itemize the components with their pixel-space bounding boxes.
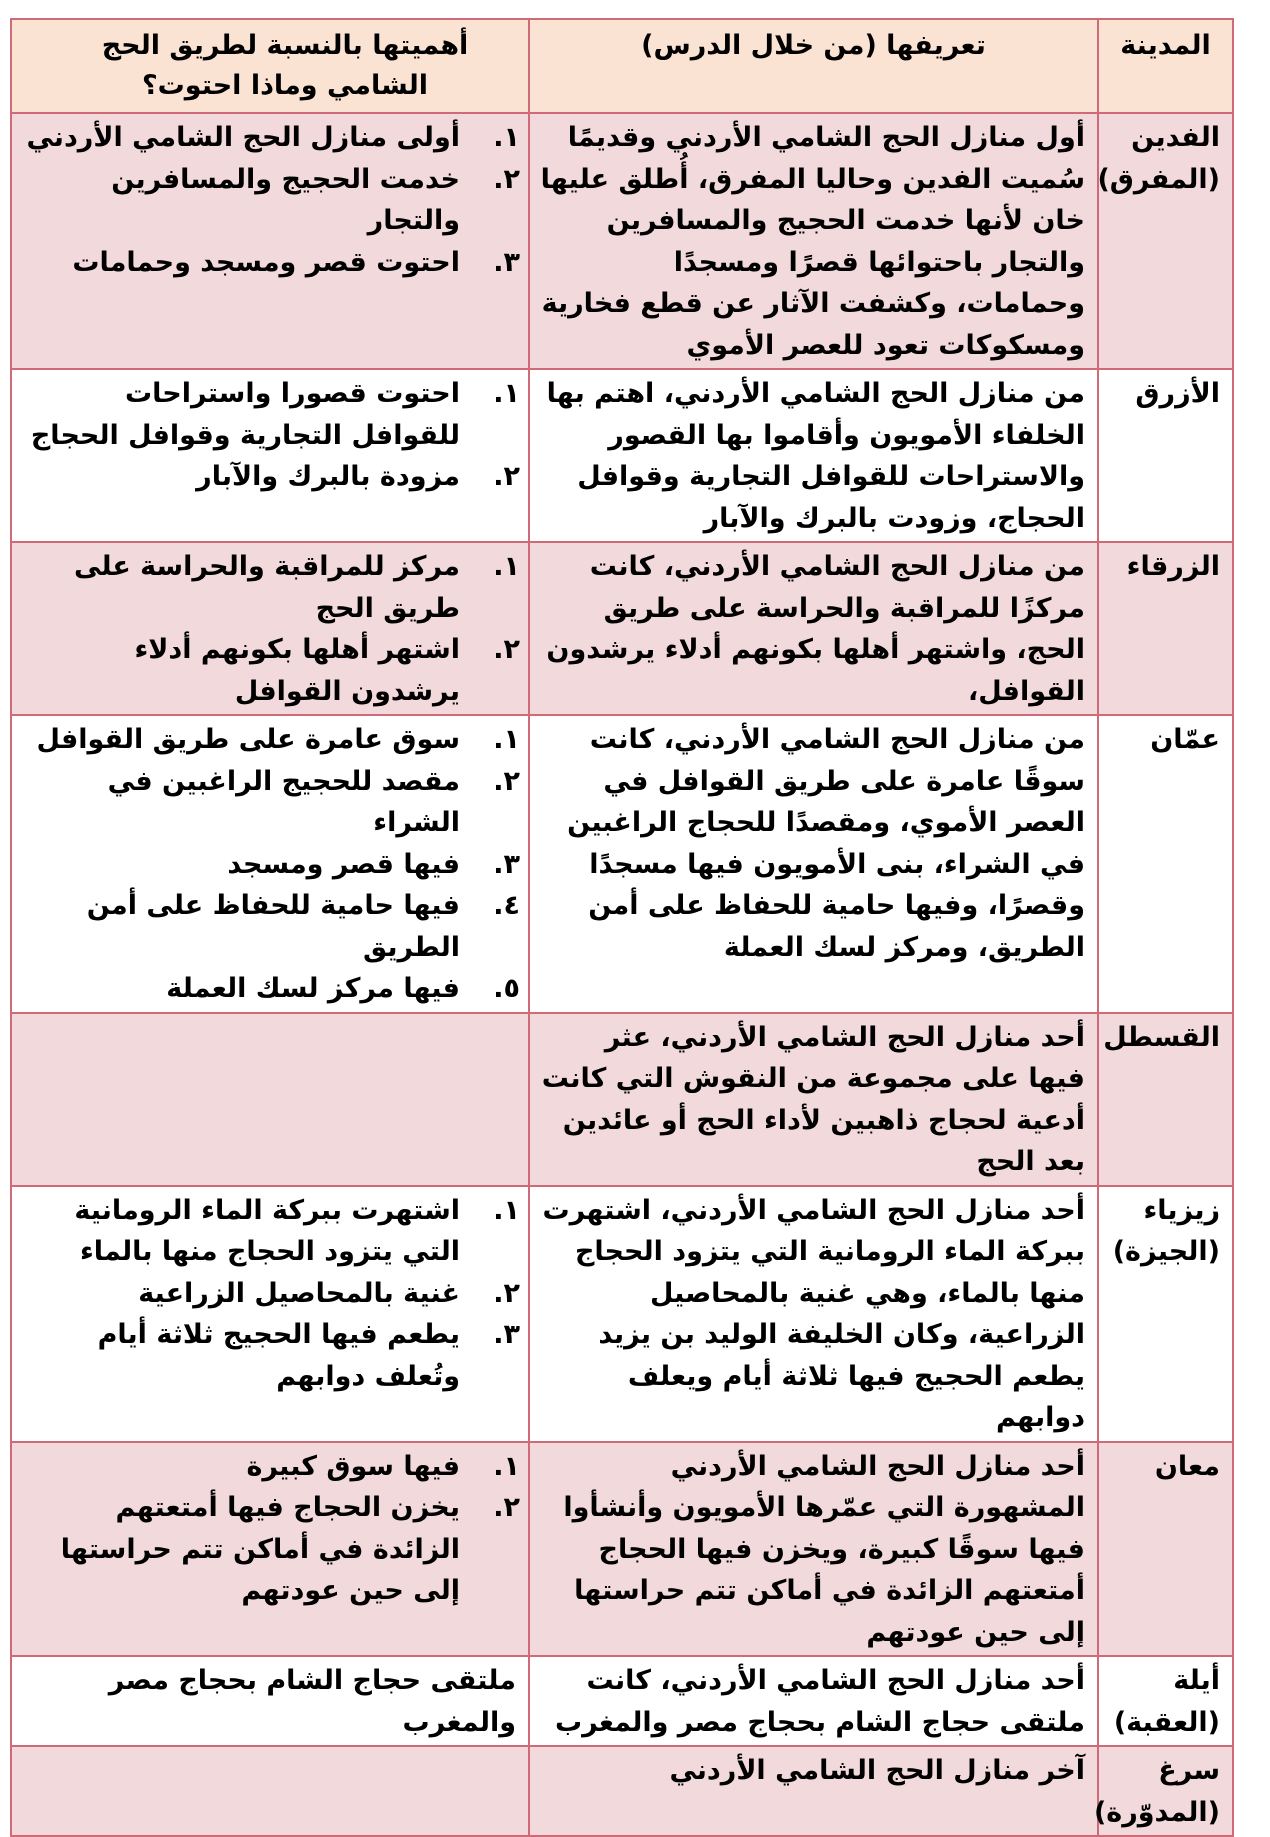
importance-list: [12, 114, 528, 285]
importance-list: [12, 370, 528, 500]
list-item: [24, 885, 520, 968]
list-item-number: ١.: [493, 122, 520, 153]
list-item-number: ٥.: [493, 973, 520, 1004]
list-item: [24, 1446, 520, 1488]
importance-cell: [11, 1746, 529, 1836]
importance-cell: [11, 369, 529, 542]
city-cell: [1098, 113, 1233, 369]
document: [10, 18, 1232, 1837]
definition-text: من منازل الحج الشامي الأردني، كانت سوقًا عامرة على طريق القوافل في العصر الأموي، ومقصدًا للحجاج الراغبين في الشراء، بنى الأمويون فيها مسجدًا وقصرًا، وفيها حامية للحفاظ على أمن الطريق، ومركز لسك العملة: [567, 724, 1085, 963]
definition-text: أحد منازل الحج الشامي الأردني، اشتهرت ببركة الماء الرومانية التي يتزود الحجاج منها بالماء، وهي غنية بالمحاصيل الزراعية، وكان الخليفة الوليد بن يزيد يطعم الحجيج فيها ثلاثة أيام ويعلف دوابهم: [542, 1194, 1085, 1433]
list-item: [24, 456, 520, 498]
definition-cell: [529, 715, 1098, 1013]
list-item-number: ١.: [493, 378, 520, 409]
list-item-number: ٤.: [493, 890, 520, 921]
importance-list: [12, 1443, 528, 1614]
definition-cell: [529, 1656, 1098, 1746]
list-item-number: ١.: [493, 724, 520, 755]
table-row: [11, 1442, 1233, 1657]
definition-text: أول منازل الحج الشامي الأردني وقديمًا سُميت الفدين وحاليا المفرق، أُطلق عليها خان لأنها خدمت الحجيج والمسافرين والتجار باحتوائها قصرًا ومسجدًا وحمامات، وكشفت الآثار عن قطع فخارية ومسكوكات تعود للعصر الأموي: [540, 122, 1085, 361]
importance-text: ملتقى حجاج الشام بحجاج مصر والمغرب: [108, 1665, 516, 1738]
list-item: [24, 1487, 520, 1612]
list-item-text: غنية بالمحاصيل الزراعية: [138, 1277, 460, 1309]
list-item: [24, 1190, 520, 1273]
header-importance: أهميتها بالنسبة لطريق الحج الشامي وماذا احتوت؟: [11, 19, 529, 113]
definition-cell: [529, 1746, 1098, 1836]
importance-cell: [11, 542, 529, 715]
list-item-number: ١.: [493, 1450, 520, 1482]
city-name: زيزياء (الجيزة): [1112, 1194, 1220, 1267]
list-item-number: ٣.: [493, 848, 520, 880]
list-item-text: احتوت قصر ومسجد وحمامات: [72, 246, 460, 278]
city-cell: [1098, 542, 1233, 715]
list-item: [24, 1314, 520, 1397]
city-cell: [1098, 1656, 1233, 1746]
city-cell: [1098, 1186, 1233, 1442]
importance-cell: [11, 1186, 529, 1442]
list-item-number: ٢.: [493, 1492, 520, 1523]
table-row: [11, 1656, 1233, 1746]
list-item: [24, 373, 520, 456]
importance-list: [12, 716, 528, 1012]
importance-cell: [11, 1656, 529, 1746]
city-name: الأزرق: [1135, 378, 1220, 409]
hajj-stations-table: [10, 18, 1234, 1837]
city-cell: [1098, 1013, 1233, 1186]
importance-cell: [11, 113, 529, 369]
city-name: الفدين (المفرق): [1097, 122, 1220, 195]
city-cell: [1098, 369, 1233, 542]
list-item-text: اشتهرت ببركة الماء الرومانية التي يتزود الحجاج منها بالماء: [74, 1194, 460, 1267]
city-cell: [1093, 1746, 1233, 1836]
table-body: [11, 113, 1233, 1836]
definition-cell: [529, 1013, 1098, 1186]
header-city: المدينة: [1098, 19, 1233, 113]
list-item-text: يخزن الحجاج فيها أمتعتهم الزائدة في أماكن تتم حراستها إلى حين عودتهم: [60, 1492, 460, 1606]
list-item: [24, 159, 520, 242]
list-item-text: مقصد للحجيج الراغبين في الشراء: [107, 765, 460, 838]
list-item-text: سوق عامرة على طريق القوافل: [36, 724, 460, 755]
definition-cell: [529, 369, 1098, 542]
header-definition: تعريفها (من خلال الدرس): [529, 19, 1098, 113]
list-item: [24, 242, 520, 284]
definition-text: أحد منازل الحج الشامي الأردني، كانت ملتقى حجاج الشام بحجاج مصر والمغرب: [554, 1665, 1085, 1738]
importance-cell: [11, 715, 529, 1013]
definition-text: من منازل الحج الشامي الأردني، اهتم بها الخلفاء الأمويون وأقاموا بها القصور والاستراحات للقوافل التجارية وقوافل الحجاج، وزودت بالبرك والآبار: [546, 378, 1085, 534]
importance-list: [12, 1187, 528, 1400]
list-item-number: ٢.: [493, 1277, 520, 1309]
list-item-number: ٢.: [493, 634, 520, 665]
list-item: [24, 844, 520, 886]
list-item: [24, 1273, 520, 1315]
importance-list: [12, 543, 528, 714]
list-item: [24, 761, 520, 844]
list-item-text: احتوت قصورا واستراحات للقوافل التجارية وقوافل الحجاج: [30, 378, 460, 451]
city-name: سرغ (المدوّرة): [1093, 1755, 1220, 1828]
list-item-number: ١.: [493, 1194, 520, 1226]
list-item-text: فيها حامية للحفاظ على أمن الطريق: [86, 890, 460, 963]
list-item-text: فيها مركز لسك العملة: [166, 973, 460, 1004]
list-item-text: مركز للمراقبة والحراسة على طريق الحج: [74, 551, 460, 624]
table-row: [11, 542, 1233, 715]
list-item-number: ٢.: [493, 163, 520, 195]
list-item-text: خدمت الحجيج والمسافرين والتجار: [111, 163, 460, 236]
city-name: عمّان: [1150, 724, 1220, 755]
table-row: [11, 1013, 1233, 1186]
table-row: [11, 113, 1233, 369]
list-item-number: ٢.: [493, 461, 520, 492]
list-item-text: فيها سوق كبيرة: [246, 1450, 460, 1482]
list-item-text: فيها قصر ومسجد: [227, 848, 460, 880]
list-item: [24, 968, 520, 1010]
list-item-text: أولى منازل الحج الشامي الأردني: [26, 122, 460, 153]
definition-cell: [529, 1186, 1098, 1442]
list-item: [24, 546, 520, 629]
list-item: [24, 629, 520, 712]
city-name: القسطل: [1103, 1021, 1220, 1053]
importance-cell: [11, 1013, 529, 1186]
table-row: [11, 715, 1233, 1013]
table-row: [11, 1186, 1233, 1442]
list-item-number: ٣.: [493, 246, 520, 278]
list-item-text: يطعم فيها الحجيج ثلاثة أيام وتُعلف دوابهم: [97, 1319, 460, 1392]
table-row: [11, 1746, 1233, 1836]
definition-cell: [529, 1442, 1098, 1657]
definition-text: أحد منازل الحج الشامي الأردني المشهورة التي عمّرها الأمويون وأنشأوا فيها سوقًا كبيرة، ويخزن فيها الحجاج أمتعتهم الزائدة في أماكن تتم حراستها إلى حين عودتهم: [563, 1450, 1085, 1648]
table-header-row: [11, 19, 1233, 113]
city-name: معان: [1154, 1450, 1220, 1482]
importance-cell: [11, 1442, 529, 1657]
definition-text: آخر منازل الحج الشامي الأردني: [669, 1755, 1085, 1786]
city-cell: [1098, 1442, 1233, 1657]
city-name: الزرقاء: [1126, 551, 1220, 582]
city-name: أيلة (العقبة): [1113, 1665, 1220, 1738]
definition-text: أحد منازل الحج الشامي الأردني، عثر فيها على مجموعة من النقوش التي كانت أدعية لحجاج ذاهبين لأداء الحج أو عائدين بعد الحج: [541, 1021, 1085, 1177]
list-item-number: ٢.: [493, 765, 520, 797]
definition-text: من منازل الحج الشامي الأردني، كانت مركزًا للمراقبة والحراسة على طريق الحج، واشتهر أهلها بكونهم أدلاء يرشدون القوافل،: [546, 551, 1085, 707]
list-item: [24, 719, 520, 761]
list-item-number: ٣.: [493, 1319, 520, 1350]
list-item-number: ١.: [493, 551, 520, 582]
definition-cell: [529, 113, 1098, 369]
definition-cell: [529, 542, 1098, 715]
city-cell: [1098, 715, 1233, 1013]
list-item: [24, 117, 520, 159]
list-item-text: اشتهر أهلها بكونهم أدلاء يرشدون القوافل: [134, 634, 460, 707]
list-item-text: مزودة بالبرك والآبار: [196, 461, 460, 492]
table-row: [11, 369, 1233, 542]
